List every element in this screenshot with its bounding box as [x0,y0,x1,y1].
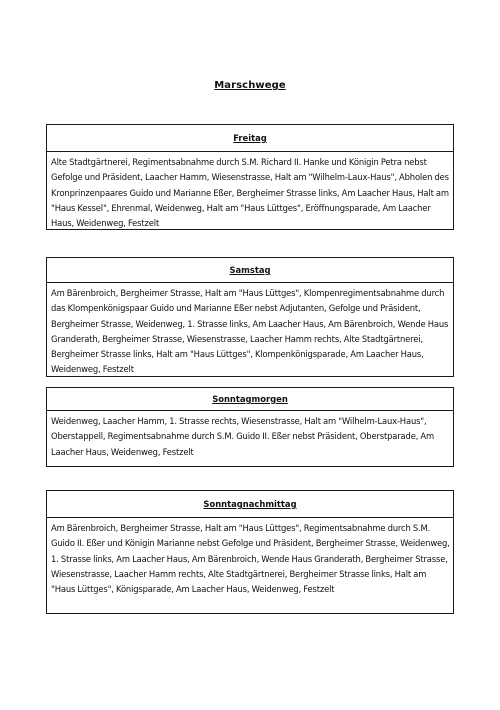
section-header [47,388,453,411]
section-text: Weidenweg, Laacher Hamm, 1. Strasse rechts, Wiesenstrasse, Halt am "Wilhelm-Laux-Haus", Oberstappell, Regimentsabnahme durch S.M. Guido II. Eßer nebst Präsident, Oberstparade, Am Laacher Haus, Weidenweg, Festzelt [51,416,435,457]
section-text: Alte Stadtgärtnerei, Regimentsabnahme durch S.M. Richard II. Hanke und Königin Petra nebst Gefolge und Präsident, Laacher Hamm, Wiesenstrasse, Halt am "Wilhelm-Laux-Haus", Abholen des Kronprinzenpaares Guido und Marianne Eßer, Bergheimer Strasse links, Am Laacher Haus, Halt am "Haus Kessel", Ehrenmal, Weidenweg, Halt am "Haus Lüttges", Eröffnungsparade, Am Laacher Haus, Weidenweg, Festzelt [51,157,449,229]
section-samstag [46,257,454,377]
section-text: Am Bärenbroich, Bergheimer Strasse, Halt am "Haus Lüttges", Klompenregimentsabnahme durch das Klompenkönigspaar Guido und Marianne Eßer nebst Adjutanten, Gefolge und Präsident, Bergheimer Strasse, Weidenweg, 1. Strasse links, Am Laacher Haus, Am Bärenbroich, Wende Haus Granderath, Bergheimer Strasse, Wiesenstrasse, Laacher Hamm rechts, Alte Stadtgärtnerei, Bergheimer Strasse links, Halt am "Haus Lüttges", Klompenkönigsparade, Am Laacher Haus, Weidenweg, Festzelt [51,288,449,375]
section-header [47,125,453,152]
section-heading: Samstag [229,265,271,275]
section-header [47,491,453,518]
section-header [47,258,453,283]
page-title: Marschwege [214,80,286,91]
section-sonntagnachmittag [46,490,454,614]
section-heading: Sonntagnachmittag [203,499,297,509]
section-heading: Sonntagmorgen [212,394,288,404]
section-heading: Freitag [233,133,267,143]
section-freitag [46,124,454,230]
section-sonntagmorgen [46,387,454,467]
section-text: Am Bärenbroich, Bergheimer Strasse, Halt am "Haus Lüttges", Regimentsabnahme durch S.M. Guido II. Eßer und Königin Marianne nebst Gefolge und Präsident, Bergheimer Strasse, Weidenweg, 1. Strasse links, Am Laacher Haus, Am Bärenbroich, Wende Haus Granderath, Bergheimer Strasse, Wiesenstrasse, Laacher Hamm rechts, Alte Stadtgärtnerei, Bergheimer Strasse links, Halt am "Haus Lüttges", Königsparade, Am Laacher Haus, Weidenweg, Festzelt [51,523,450,595]
